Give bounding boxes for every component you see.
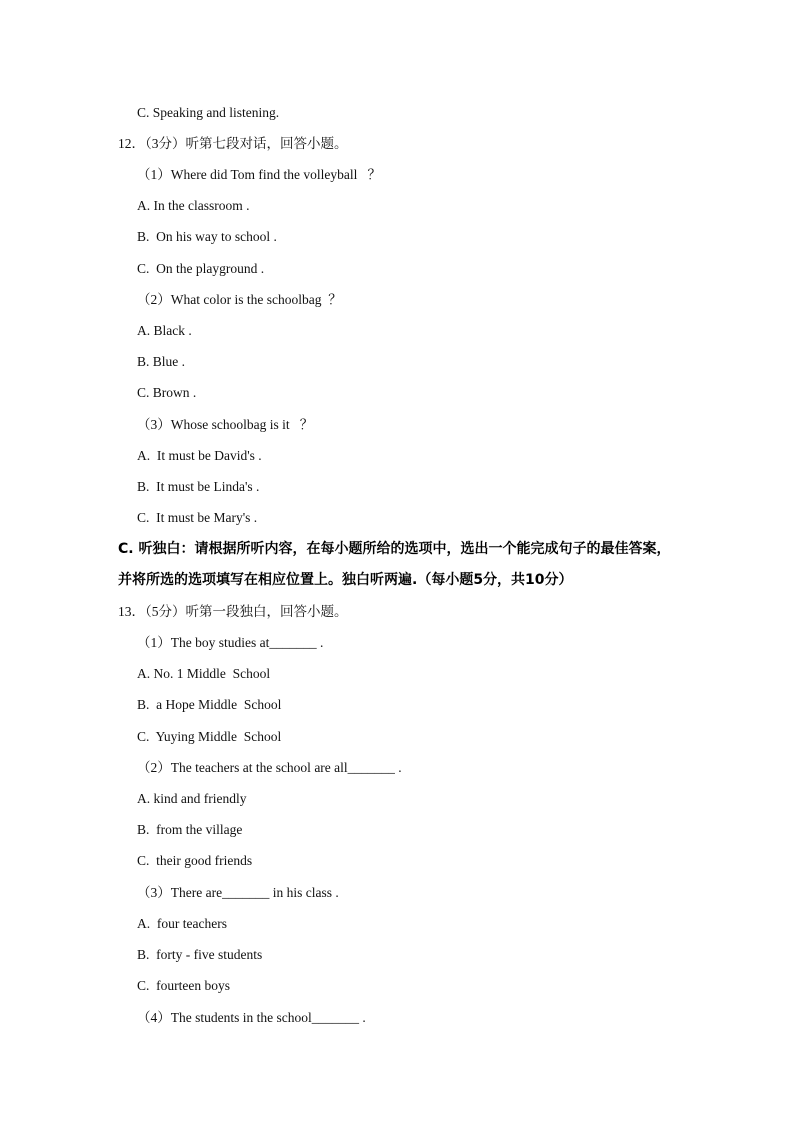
q13-sub-2: （2）The teachers at the school are all_______ . <box>137 760 402 775</box>
q12-1-option-b: B. On his way to school . <box>137 229 277 244</box>
q12-3-option-a: A. It must be David's . <box>137 448 262 463</box>
section-c-instructions: C. 听独白：请根据所听内容，在每小题所给的选项中，选出一个能完成句子的最佳答案， <box>118 541 671 557</box>
q13-1-option-a: A. No. 1 Middle School <box>137 666 271 681</box>
q13-sub-3: （3）There are_______ in his class . <box>137 885 339 900</box>
q12-sub-1: （1）Where did Tom find the volleyball ？ <box>137 167 382 182</box>
q13-1-option-c: C. Yuying Middle School <box>137 729 282 744</box>
q13-2-option-b: B. from the village <box>137 822 243 837</box>
q12-2-option-b: B. Blue . <box>137 354 186 369</box>
q12-2-option-c: C. Brown . <box>137 385 197 400</box>
q12-1-option-a: A. In the classroom . <box>137 198 250 213</box>
q12-2-option-a: A. Black . <box>137 323 192 338</box>
question-12-header: 12．（3分）听第七段对话，回答小题。 <box>118 136 348 151</box>
q13-1-option-b: B. a Hope Middle School <box>137 697 282 712</box>
q13-3-option-a: A. four teachers <box>137 916 227 931</box>
q13-2-option-c: C. their good friends <box>137 853 253 868</box>
q12-1-option-c: C. On the playground . <box>137 261 265 276</box>
q11-option-c: C. Speaking and listening. <box>137 105 280 120</box>
q13-3-option-b: B. forty - five students <box>137 947 263 962</box>
q12-3-option-c: C. It must be Mary's . <box>137 510 258 525</box>
question-13-header: 13．（5分）听第一段独白，回答小题。 <box>118 604 348 619</box>
section-c-instructions-cont: 并将所选的选项填写在相应位置上。独白听两遍.（每小题5分，共10分） <box>118 572 573 588</box>
q13-sub-4: （4）The students in the school_______ . <box>137 1010 366 1025</box>
q12-sub-3: （3）Whose schoolbag is it ？ <box>137 417 314 432</box>
q13-3-option-c: C. fourteen boys <box>137 978 230 993</box>
q13-sub-1: （1）The boy studies at_______ . <box>137 635 324 650</box>
q13-2-option-a: A. kind and friendly <box>137 791 247 806</box>
q12-3-option-b: B. It must be Linda's . <box>137 479 260 494</box>
q12-sub-2: （2）What color is the schoolbag ？ <box>137 292 342 307</box>
